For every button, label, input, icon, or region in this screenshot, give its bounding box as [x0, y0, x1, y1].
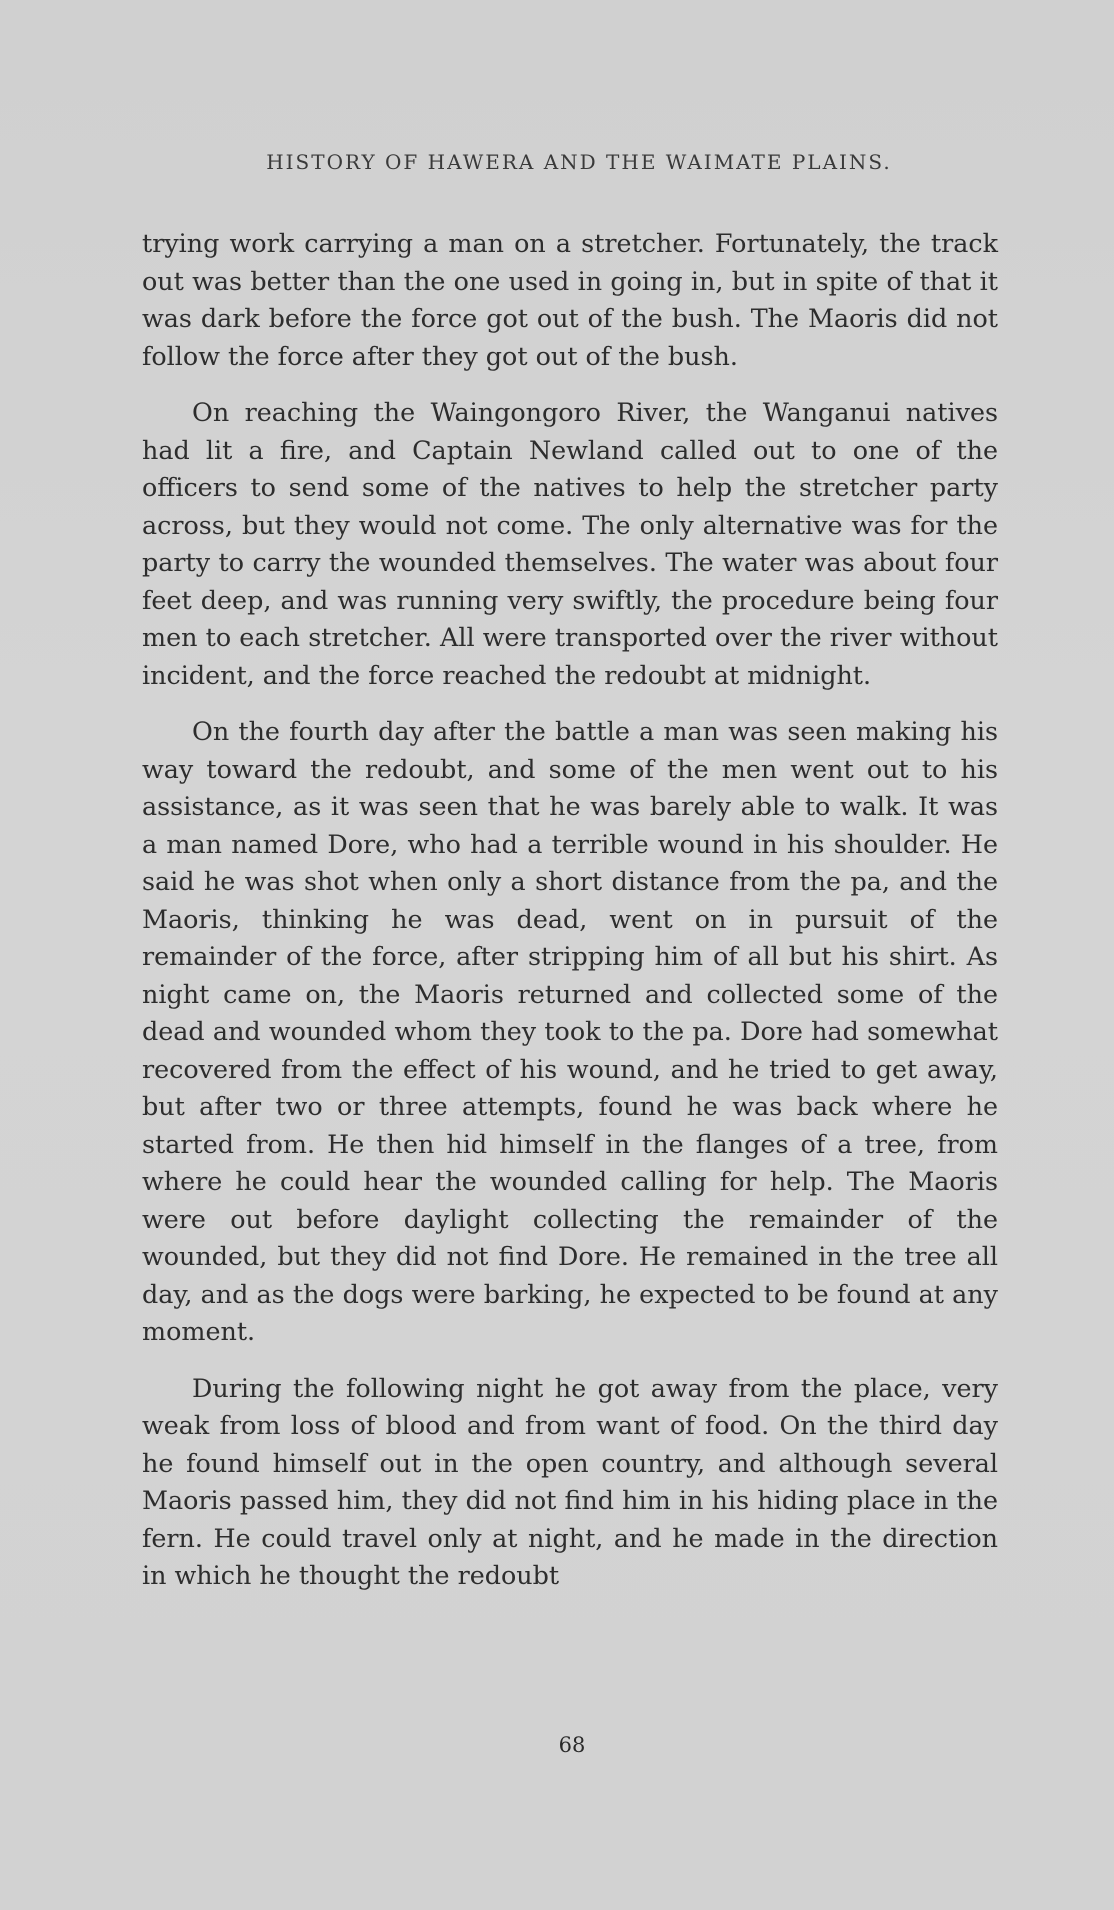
paragraph-1: trying work carrying a man on a stretcher. Fortunately, the track out was better than the one used in going in, but in spite of that it was dark before the force got out of the bush. The Maoris did not follow the force after they got out of the bush. [142, 228, 998, 371]
running-header: HISTORY OF HAWERA AND THE WAIMATE PLAINS. [266, 150, 892, 174]
paragraph-4: During the following night he got away from the place, very weak from loss of blood and from want of food. On the third day he found himself out in the open country, and although several Maoris passed him, they did not find him in his hiding place in the fern. He could travel only at night, and he made in the direction in which he thought the redoubt [142, 1372, 998, 1590]
page-number: 68 [558, 1733, 586, 1757]
paragraph-3: On the fourth day after the battle a man was seen making his way toward the redoubt, and some of the men went out to his assistance, as it was seen that he was barely able to walk. It was a man named Dore, who had a terrible wound in his shoulder. He said he was shot when only a short distance from the pa, and the Maoris, thinking he was dead, went on in pursuit of the remainder of the force, after stripping him of all but his shirt. As night came on, the Maoris returned and collected some of the dead and wounded whom they took to the pa. Dore had somewhat recovered from the effect of his wound, and he tried to get away, but after two or three attempts, found he was back where he started from. He then hid himself in the flanges of a tree, from where he could hear the wounded calling for help. The Maoris were out before daylight collecting the remainder of the wounded, but they did not find Dore. He remained in the tree all day, and as the dogs were barking, he expected to be found at any moment. [142, 716, 998, 1346]
page-body [142, 225, 998, 1614]
paragraph-2: On reaching the Waingongoro River, the Wanganui natives had lit a fire, and Captain Newland called out to one of the officers to send some of the natives to help the stretcher party across, but they would not come. The only alternative was for the party to carry the wounded themselves. The water was about four feet deep, and was running very swiftly, the procedure being four men to each stretcher. All were transported over the river without incident, and the force reached the redoubt at midnight. [142, 397, 998, 690]
